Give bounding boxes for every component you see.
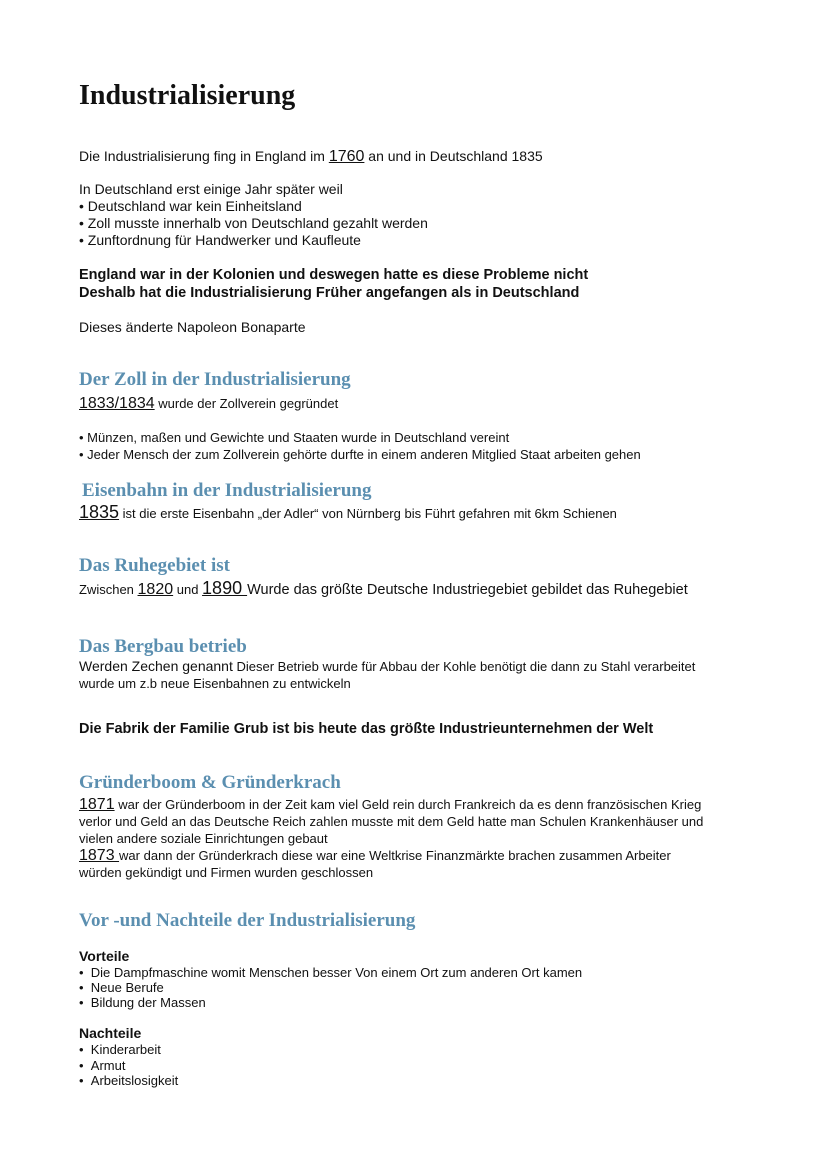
list-item: • Arbeitslosigkeit xyxy=(79,1073,179,1088)
bergbau-line: wurde um z.b neue Eisenbahnen zu entwickeln xyxy=(79,676,351,691)
gruender-line: vielen andere soziale Einrichtungen gebaut xyxy=(79,831,328,846)
gruender-line: 1871 war der Gründerboom in der Zeit kam viel Geld rein durch Frankreich da es denn französischen Krieg xyxy=(79,796,702,813)
gruender-line: würden gekündigt und Firmen wurden geschlossen xyxy=(79,865,374,880)
zoll-line: 1833/1834 wurde der Zollverein gegründet xyxy=(79,395,339,412)
bergbau-line: Werden Zechen genannt Dieser Betrieb wurde für Abbau der Kohle benötigt die dann zu Stahl verarbeitet xyxy=(79,658,696,674)
section-heading-zoll: Der Zoll in der Industrialisierung xyxy=(79,369,351,390)
intro-line: Die Industrialisierung fing in England im 1760 an und in Deutschland 1835 xyxy=(79,148,543,165)
nachteile-label: Nachteile xyxy=(79,1025,142,1041)
gruender-line: 1873 war dann der Gründerkrach diese war eine Weltkrise Finanzmärkte brachen zusammen Arbeiter xyxy=(79,847,671,864)
list-item: • Die Dampfmaschine womit Menschen besser Von einem Ort zum anderen Ort kamen xyxy=(79,965,583,980)
section-heading-bergbau: Das Bergbau betrieb xyxy=(79,636,247,657)
fabrik-statement: Die Fabrik der Familie Grub ist bis heute das größte Industrieunternehmen der Welt xyxy=(79,721,654,737)
list-item: • Bildung der Massen xyxy=(79,995,206,1010)
reason-intro: In Deutschland erst einige Jahr später weil xyxy=(79,181,343,197)
list-item: • Deutschland war kein Einheitsland xyxy=(79,198,302,214)
section-heading-eisenbahn: Eisenbahn in der Industrialisierung xyxy=(82,480,372,501)
bold-statement: Deshalb hat die Industrialisierung Früher angefangen als in Deutschland xyxy=(79,285,580,301)
napoleon-line: Dieses änderte Napoleon Bonaparte xyxy=(79,319,306,335)
gruender-line: verlor und Geld an das Deutsche Reich zahlen musste mit dem Geld hatte man Schulen Krankenhäuser und xyxy=(79,814,704,829)
vorteile-label: Vorteile xyxy=(79,948,130,964)
list-item: • Münzen, maßen und Gewichte und Staaten wurde in Deutschland vereint xyxy=(79,430,510,445)
list-item: • Kinderarbeit xyxy=(79,1042,161,1057)
section-heading-vornachteile: Vor -und Nachteile der Industrialisierung xyxy=(79,910,416,931)
eisenbahn-line: 1835 ist die erste Eisenbahn „der Adler“ von Nürnberg bis Führt gefahren mit 6km Schienen xyxy=(79,502,617,522)
list-item: • Jeder Mensch der zum Zollverein gehörte durfte in einem anderen Mitglied Staat arbeiten gehen xyxy=(79,447,641,462)
list-item: • Zoll musste innerhalb von Deutschland gezahlt werden xyxy=(79,215,428,231)
list-item: • Zunftordnung für Handwerker und Kaufleute xyxy=(79,232,361,248)
section-heading-ruhr: Das Ruhegebiet ist xyxy=(79,555,230,576)
ruhr-line: Zwischen 1820 und 1890 Wurde das größte Deutsche Industriegebiet gebildet das Ruhegebiet xyxy=(79,578,688,598)
list-item: • Neue Berufe xyxy=(79,980,164,995)
bold-statement: England war in der Kolonien und deswegen hatte es diese Probleme nicht xyxy=(79,267,589,283)
list-item: • Armut xyxy=(79,1058,126,1073)
section-heading-gruender: Gründerboom & Gründerkrach xyxy=(79,772,341,793)
page-title: Industrialisierung xyxy=(79,80,296,111)
